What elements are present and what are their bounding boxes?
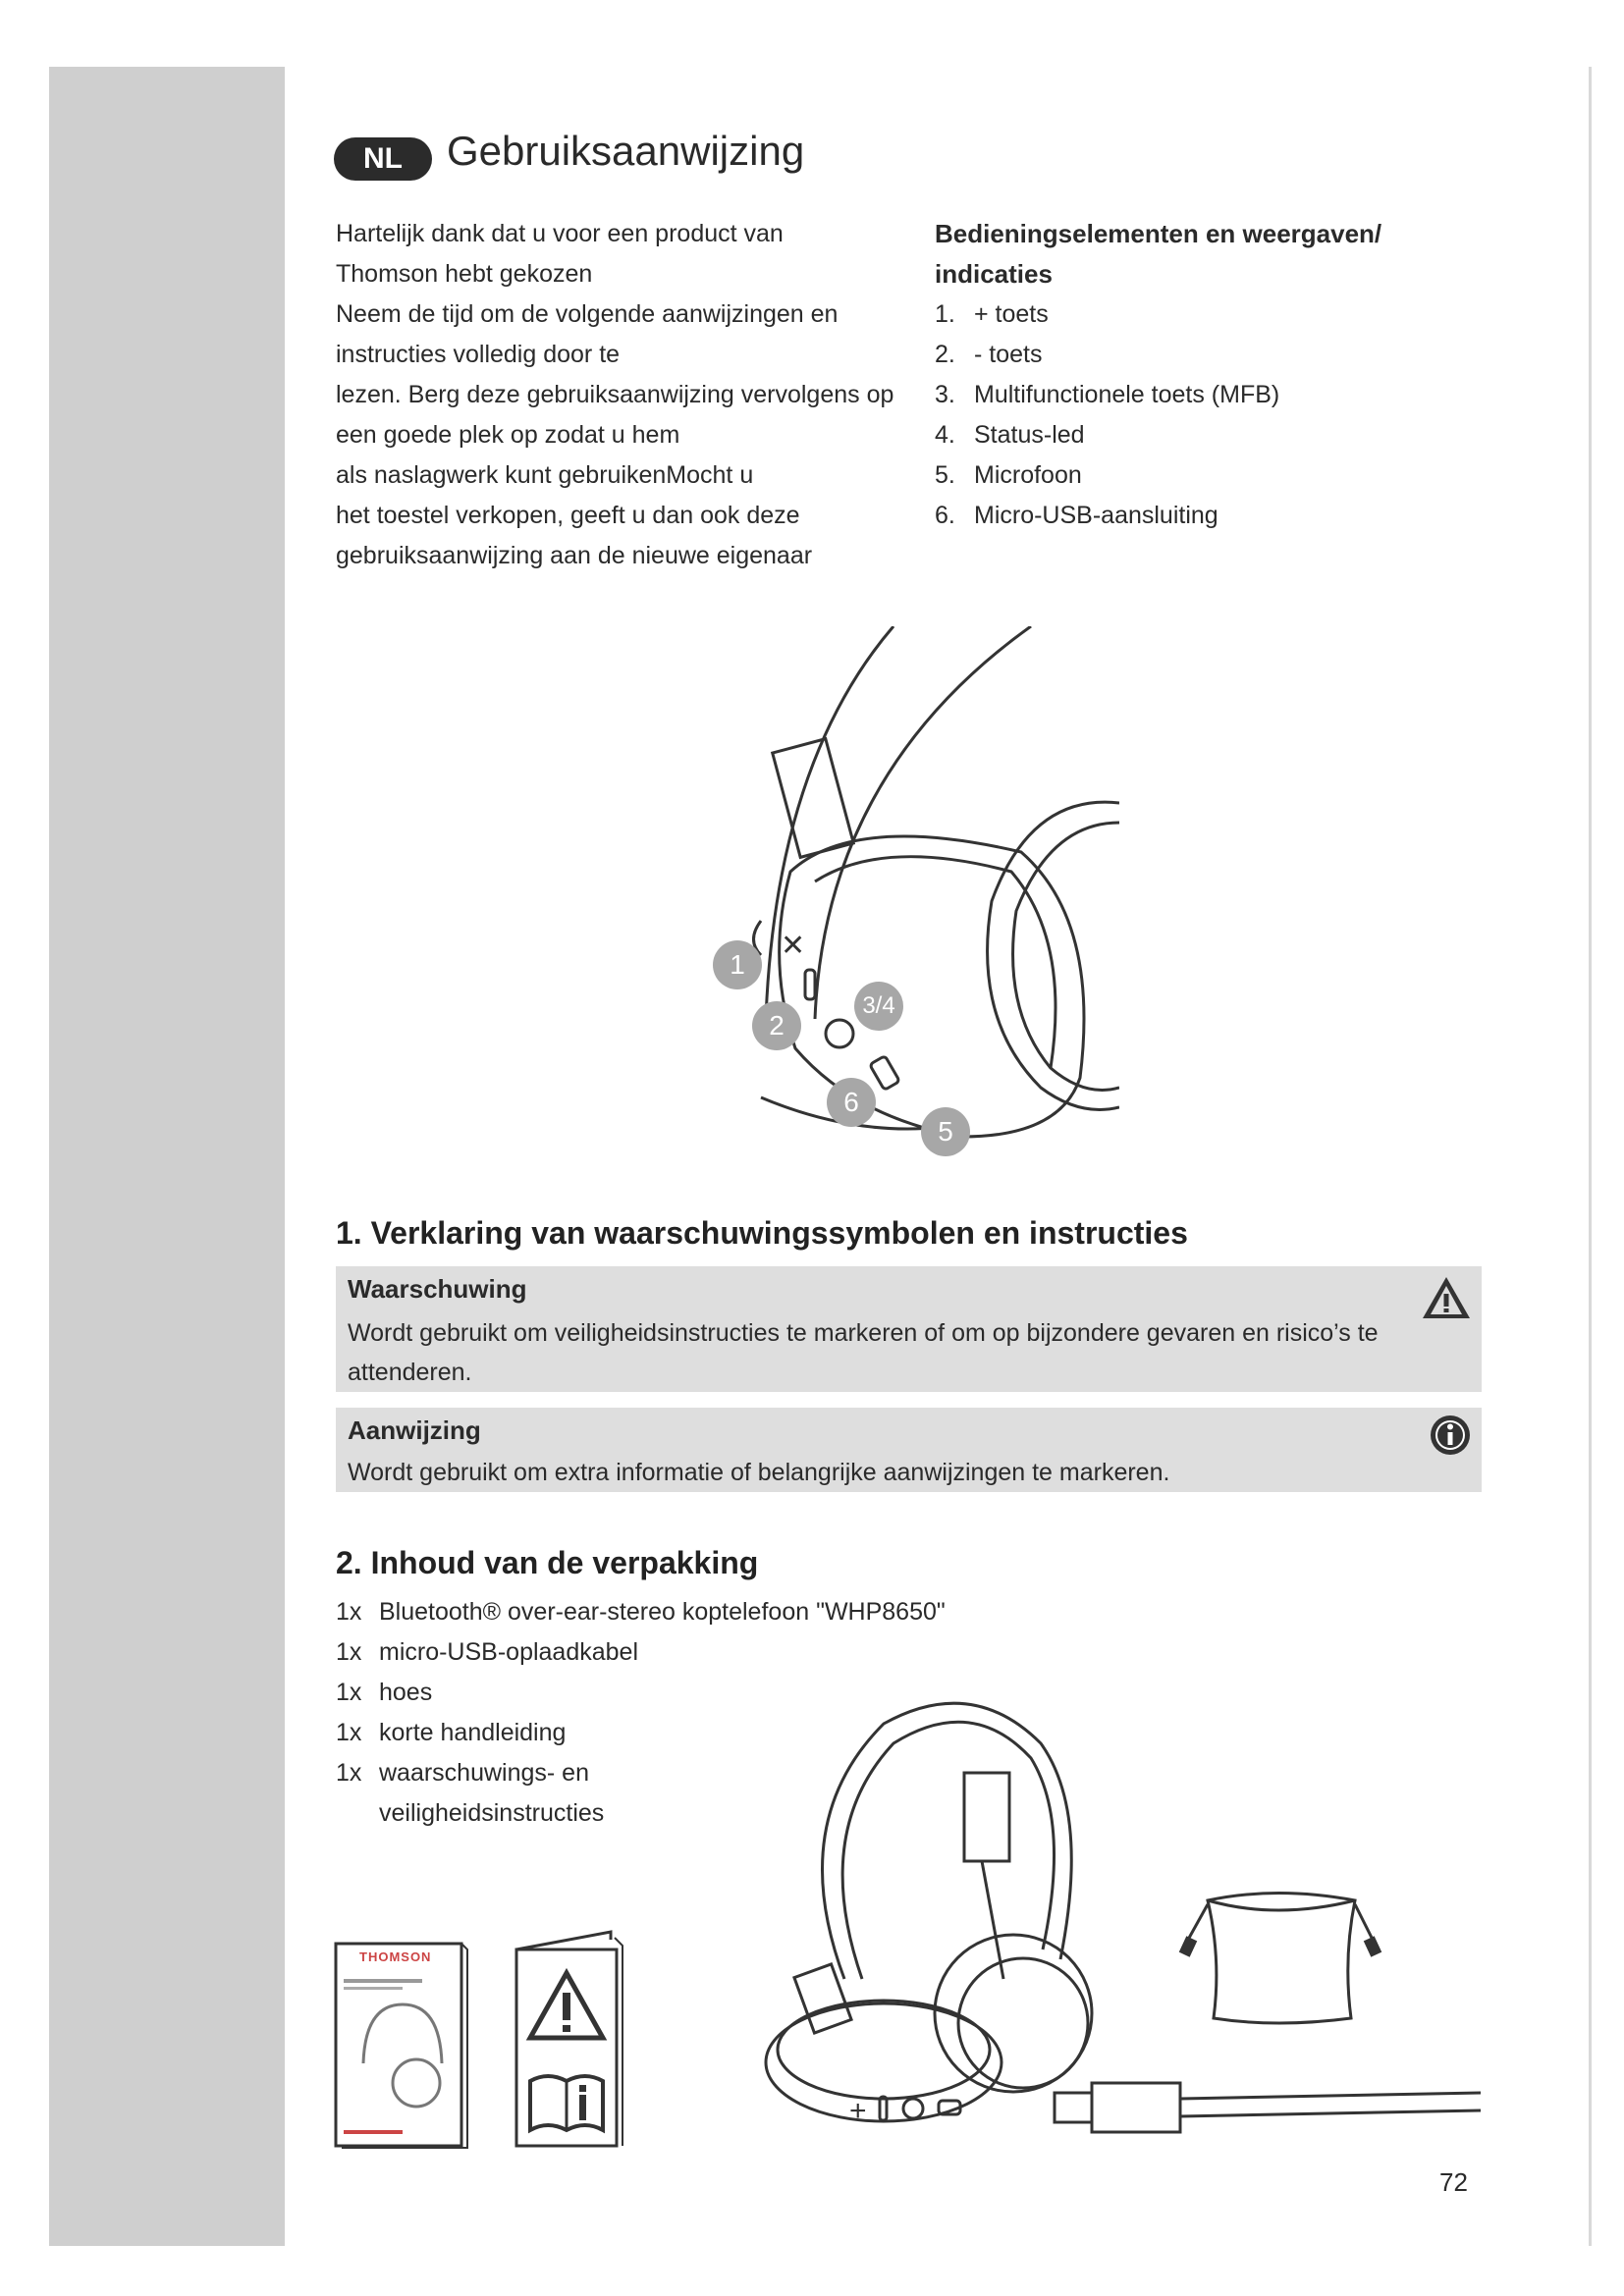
controls-heading-cont: indicaties xyxy=(935,259,1053,289)
headphone-illustration xyxy=(746,1684,1119,2136)
intro-line: Hartelijk dank dat u voor een product van xyxy=(336,220,784,247)
intro-line: lezen. Berg deze gebruiksaanwijzing vervolgens op xyxy=(336,381,894,408)
safety-leaflet-illustration xyxy=(513,1924,640,2150)
intro-line: een goede plek op zodat u hem xyxy=(336,421,680,449)
control-item: 5. Microfoon xyxy=(935,461,1082,489)
side-margin-bar xyxy=(49,67,285,2246)
list-item: 1x korte handleiding xyxy=(336,1719,567,1746)
list-item: veiligheidsinstructies xyxy=(379,1799,605,1827)
page-number: 72 xyxy=(1439,2167,1468,2197)
headphone-closeup-drawing xyxy=(707,626,1119,1156)
note-heading: Aanwijzing xyxy=(348,1415,481,1445)
note-box xyxy=(336,1408,1482,1492)
list-item: 1x hoes xyxy=(336,1679,433,1706)
intro-text xyxy=(336,214,925,576)
page-title: Gebruiksaanwijzing xyxy=(447,128,805,174)
callout-5: 5 xyxy=(921,1107,970,1156)
svg-text:✕: ✕ xyxy=(781,930,806,962)
pouch-illustration xyxy=(1178,1881,1384,2028)
usb-cable-illustration xyxy=(1051,2071,1483,2140)
control-item: 4. Status-led xyxy=(935,421,1085,449)
svg-text:+: + xyxy=(849,2095,867,2127)
controls-list xyxy=(935,214,1485,536)
callout-1: 1 xyxy=(713,940,762,989)
manual-cover-brand: THOMSON xyxy=(359,1949,432,1964)
intro-line: Neem de tijd om de volgende aanwijzingen en xyxy=(336,300,839,328)
callout-3-4: 3/4 xyxy=(854,982,903,1031)
callout-6: 6 xyxy=(827,1078,876,1127)
warning-triangle-icon xyxy=(1421,1274,1472,1325)
controls-heading: Bedieningselementen en weergaven/ xyxy=(935,219,1382,248)
section-2-title: 2. Inhoud van de verpakking xyxy=(336,1545,759,1580)
info-icon xyxy=(1429,1414,1472,1461)
intro-line: het toestel verkopen, geeft u dan ook deze xyxy=(336,502,800,529)
intro-line: instructies volledig door te xyxy=(336,341,621,368)
warning-heading: Waarschuwing xyxy=(348,1274,527,1304)
section-1-title: 1. Verklaring van waarschuwingssymbolen en instructies xyxy=(336,1215,1188,1251)
intro-line: Thomson hebt gekozen xyxy=(336,260,593,288)
intro-line: als naslagwerk kunt gebruikenMocht u xyxy=(336,461,754,489)
right-margin-rule xyxy=(1589,67,1592,2246)
list-item: 1x waarschuwings- en xyxy=(336,1759,589,1787)
warning-text: Wordt gebruikt om veiligheidsinstructies te markeren of om op bijzondere gevaren en risico’s te attenderen. xyxy=(348,1319,1379,1386)
list-item: 1x micro-USB-oplaadkabel xyxy=(336,1638,639,1666)
note-text: Wordt gebruikt om extra informatie of belangrijke aanwijzingen te markeren. xyxy=(348,1459,1170,1486)
warning-box xyxy=(336,1266,1482,1392)
control-item: 2. - toets xyxy=(935,341,1043,368)
list-item: 1x Bluetooth® over-ear-stereo koptelefoon "WHP8650" xyxy=(336,1598,946,1626)
language-badge: NL xyxy=(334,137,432,181)
manual-booklet-illustration xyxy=(334,1936,471,2152)
callout-2: 2 xyxy=(752,1001,801,1050)
control-item: 3. Multifunctionele toets (MFB) xyxy=(935,381,1280,408)
headphone-controls-figure xyxy=(707,626,1119,1156)
intro-line: gebruiksaanwijzing aan de nieuwe eigenaar xyxy=(336,542,813,569)
control-item: 6. Micro-USB-aansluiting xyxy=(935,502,1218,529)
control-item: 1. + toets xyxy=(935,300,1049,328)
